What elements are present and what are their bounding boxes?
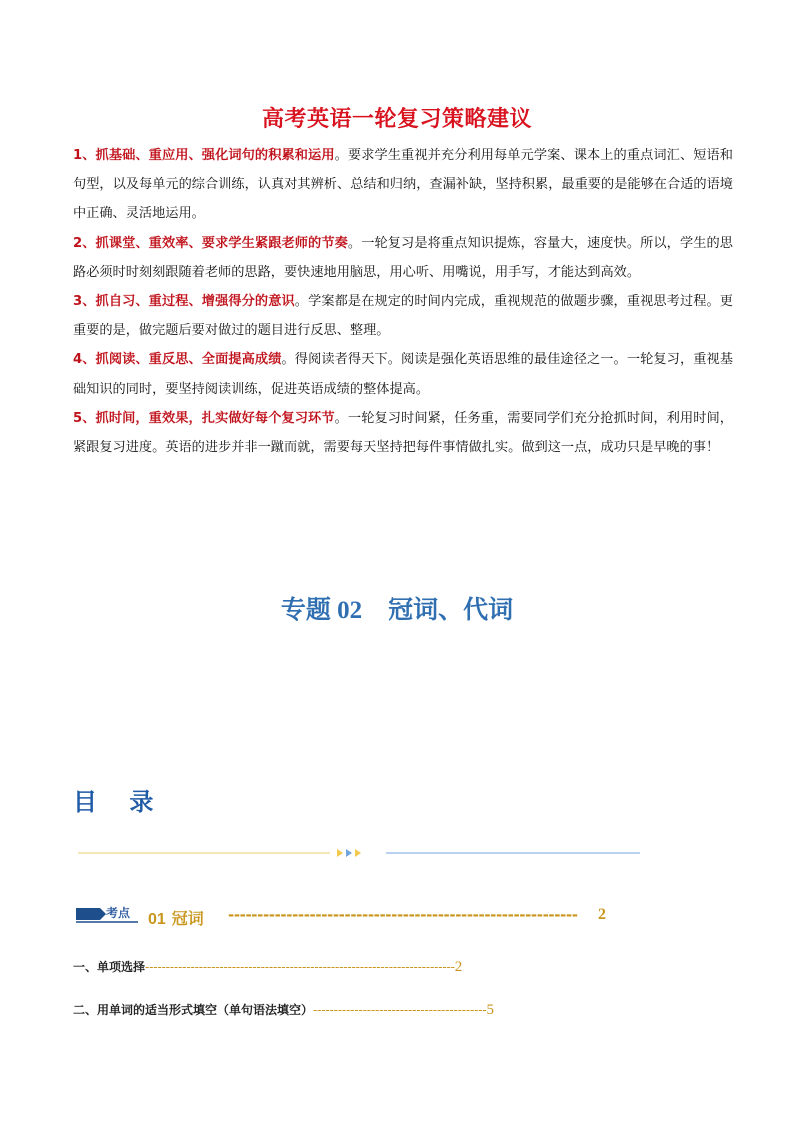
toc-divider bbox=[78, 846, 640, 860]
section-title bbox=[148, 906, 204, 929]
section-page-number: 2 bbox=[598, 906, 606, 923]
tip-lead: 1、抓基础、重应用、强化词句的积累和运用 bbox=[73, 148, 335, 163]
tip-item bbox=[73, 345, 733, 403]
toc-item[interactable] bbox=[73, 958, 462, 976]
tip-lead: 4、抓阅读、重反思、全面提高成绩 bbox=[73, 352, 282, 368]
arrow-icon bbox=[355, 849, 361, 857]
tip-body: 。要求学生重视并充分利用每单元学案、课本上的重点词汇、短语和句型，以及每单元的综合训练，认真对其辨析、总结和归纳，查漏补缺，坚持积累，最重要的是能够在合适的语境中正确、灵活地运用。 bbox=[73, 148, 733, 222]
section-leader: ------------------------------------------------------------ bbox=[228, 906, 578, 924]
tip-item bbox=[73, 287, 733, 345]
tip-body: 。学案都是在规定的时间内完成，重视规范的做题步骤，重视思考过程。更重要的是，做完题后要对做过的题目进行反思、整理。 bbox=[73, 294, 733, 339]
toc-item-leader: ------------------------------------------ bbox=[313, 1003, 487, 1017]
toc-item-leader: --------------------------------------------------------------------------- bbox=[145, 960, 455, 974]
tip-body: 。得阅读者得天下。阅读是强化英语思维的最佳途径之一。一轮复习，重视基础知识的同时，要坚持阅读训练，促进英语成绩的整体提高。 bbox=[73, 352, 733, 397]
topic-title: 冠词、代词 bbox=[388, 595, 514, 624]
tip-body: 。一轮复习时间紧，任务重，需要同学们充分抢抓时间，利用时间，紧跟复习进度。英语的进步并非一蹴而就，需要每天坚持把每件事情做扎实。做到这一点，成功只是早晚的事！ bbox=[73, 410, 733, 456]
topic-heading bbox=[0, 590, 794, 626]
toc-item-label: 二、用单词的适当形式填空（单句语法填空） bbox=[73, 1003, 314, 1017]
arrow-icon bbox=[346, 849, 352, 857]
toc-item-label: 一、单项选择 bbox=[73, 960, 146, 974]
tip-body: 。一轮复习是将重点知识提炼，容量大，速度快。所以，学生的思路必须时时刻刻跟随着老师的思路，要快速地用脑思，用心听、用嘴说，用手写，才能达到高效。 bbox=[73, 235, 733, 280]
tip-item bbox=[73, 141, 733, 229]
document-title: 高考英语一轮复习策略建议 bbox=[261, 107, 532, 132]
section-badge-label: 考点 bbox=[106, 906, 131, 920]
toc-heading: 目 录 bbox=[73, 788, 166, 816]
toc-section-entry[interactable] bbox=[76, 902, 636, 930]
topic-number: 专题 02 bbox=[280, 597, 363, 624]
toc-item-page: 2 bbox=[454, 959, 463, 975]
section-number: 01 bbox=[148, 911, 166, 928]
tip-lead: 3、抓自习、重过程、增强得分的意识 bbox=[73, 294, 295, 310]
toc-item[interactable] bbox=[73, 1001, 494, 1019]
toc-item-page: 5 bbox=[486, 1002, 494, 1018]
strategy-tips bbox=[73, 141, 733, 462]
tip-lead: 2、抓课堂、重效率、要求学生紧跟老师的节奏 bbox=[73, 235, 348, 251]
tip-lead: 5、抓时间，重效果，扎实做好每个复习环节 bbox=[73, 410, 335, 426]
section-name: 冠词 bbox=[171, 909, 204, 928]
arrow-icon bbox=[337, 849, 343, 857]
tip-item bbox=[73, 229, 733, 287]
tip-item bbox=[73, 404, 733, 462]
